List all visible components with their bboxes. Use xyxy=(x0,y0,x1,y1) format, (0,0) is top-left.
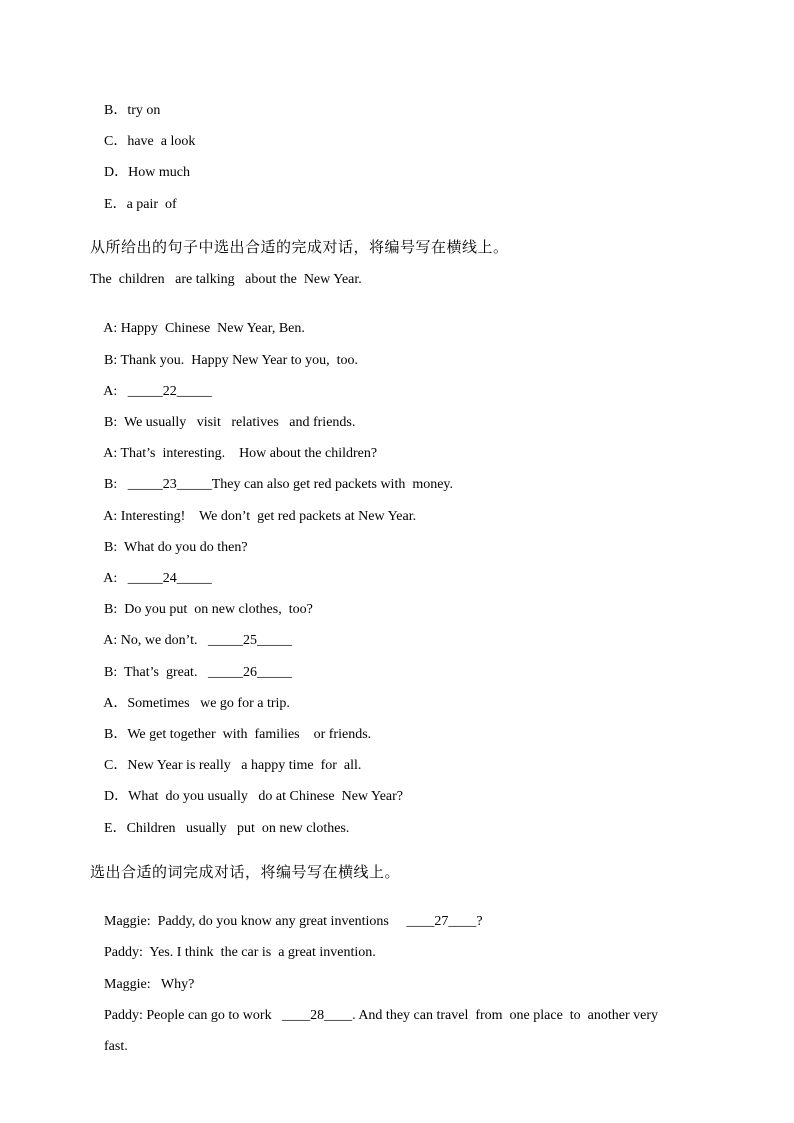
option-text: What do you usually do at Chinese New Year? xyxy=(128,789,404,804)
option-e xyxy=(90,178,177,232)
option-letter: B． xyxy=(104,103,128,118)
option-text: How much xyxy=(128,165,190,180)
option-letter: D． xyxy=(104,165,129,180)
dialogue-text: They can also get red packets with money. xyxy=(211,477,454,492)
answer-blank-25[interactable]: _____25_____ xyxy=(207,633,292,648)
dialogue-text: B: What do you do then? xyxy=(104,540,248,555)
option-letter: D． xyxy=(104,789,129,804)
dialogue-text: A: Happy Chinese New Year, Ben. xyxy=(103,321,305,336)
option-letter: E． xyxy=(104,197,127,212)
dialogue-text: A: xyxy=(103,384,128,399)
option-e xyxy=(90,802,349,856)
dialogue-text: . And they can travel from one place to another very xyxy=(352,1008,659,1023)
section2-instruction: 从所给出的句子中选出合适的完成对话，将编号写在横线上。 xyxy=(90,238,509,256)
option-letter: A． xyxy=(103,696,128,711)
option-text: We get together with families or friends. xyxy=(127,727,372,742)
option-letter: C． xyxy=(104,134,128,149)
dialogue-text: B: We usually visit relatives and friends. xyxy=(104,415,356,430)
section3-instruction: 选出合适的词完成对话，将编号写在横线上。 xyxy=(90,863,401,881)
option-text: New Year is really a happy time for all. xyxy=(127,758,362,773)
dialogue-text: fast. xyxy=(104,1039,128,1054)
option-text: have a look xyxy=(127,134,196,149)
dialogue-text: ? xyxy=(476,914,483,929)
dialogue-text: Maggie: Why? xyxy=(104,977,195,992)
dialogue-text: A: xyxy=(103,571,128,586)
dialogue-text: A: Interesting! We don’t get red packets at New Year. xyxy=(103,509,417,524)
dialogue-line xyxy=(90,1020,128,1074)
dialogue-text: Maggie: Paddy, do you know any great inventions xyxy=(104,914,407,929)
option-text: Children usually put on new clothes. xyxy=(126,821,350,836)
option-letter: C． xyxy=(104,758,128,773)
option-text: Sometimes we go for a trip. xyxy=(127,696,290,711)
option-text: try on xyxy=(127,103,161,118)
answer-blank-26[interactable]: _____26_____ xyxy=(207,665,292,680)
dialogue-text: B: That’s great. xyxy=(104,665,208,680)
dialogue-text: B: xyxy=(104,477,128,492)
dialogue-text: A: That’s interesting. How about the children? xyxy=(103,446,378,461)
answer-blank-22[interactable]: _____22_____ xyxy=(127,384,212,399)
option-text: a pair of xyxy=(126,197,177,212)
option-letter: E． xyxy=(104,821,127,836)
dialogue-text: B: Do you put on new clothes, too? xyxy=(104,602,313,617)
dialogue-text: A: No, we don’t. xyxy=(103,633,208,648)
section2-intro: The children are talking about the New Year. xyxy=(90,272,362,287)
answer-blank-24[interactable]: _____24_____ xyxy=(127,571,212,586)
answer-blank-23[interactable]: _____23_____ xyxy=(127,477,212,492)
dialogue-text: Paddy: People can go to work xyxy=(104,1008,283,1023)
dialogue-text: Paddy: Yes. I think the car is a great invention. xyxy=(104,945,376,960)
answer-blank-28[interactable]: ____28____ xyxy=(282,1008,353,1023)
dialogue-line xyxy=(90,989,658,1043)
option-letter: B． xyxy=(104,727,128,742)
answer-blank-27[interactable]: ____27____ xyxy=(406,914,477,929)
dialogue-text: B: Thank you. Happy New Year to you, too. xyxy=(104,353,359,368)
